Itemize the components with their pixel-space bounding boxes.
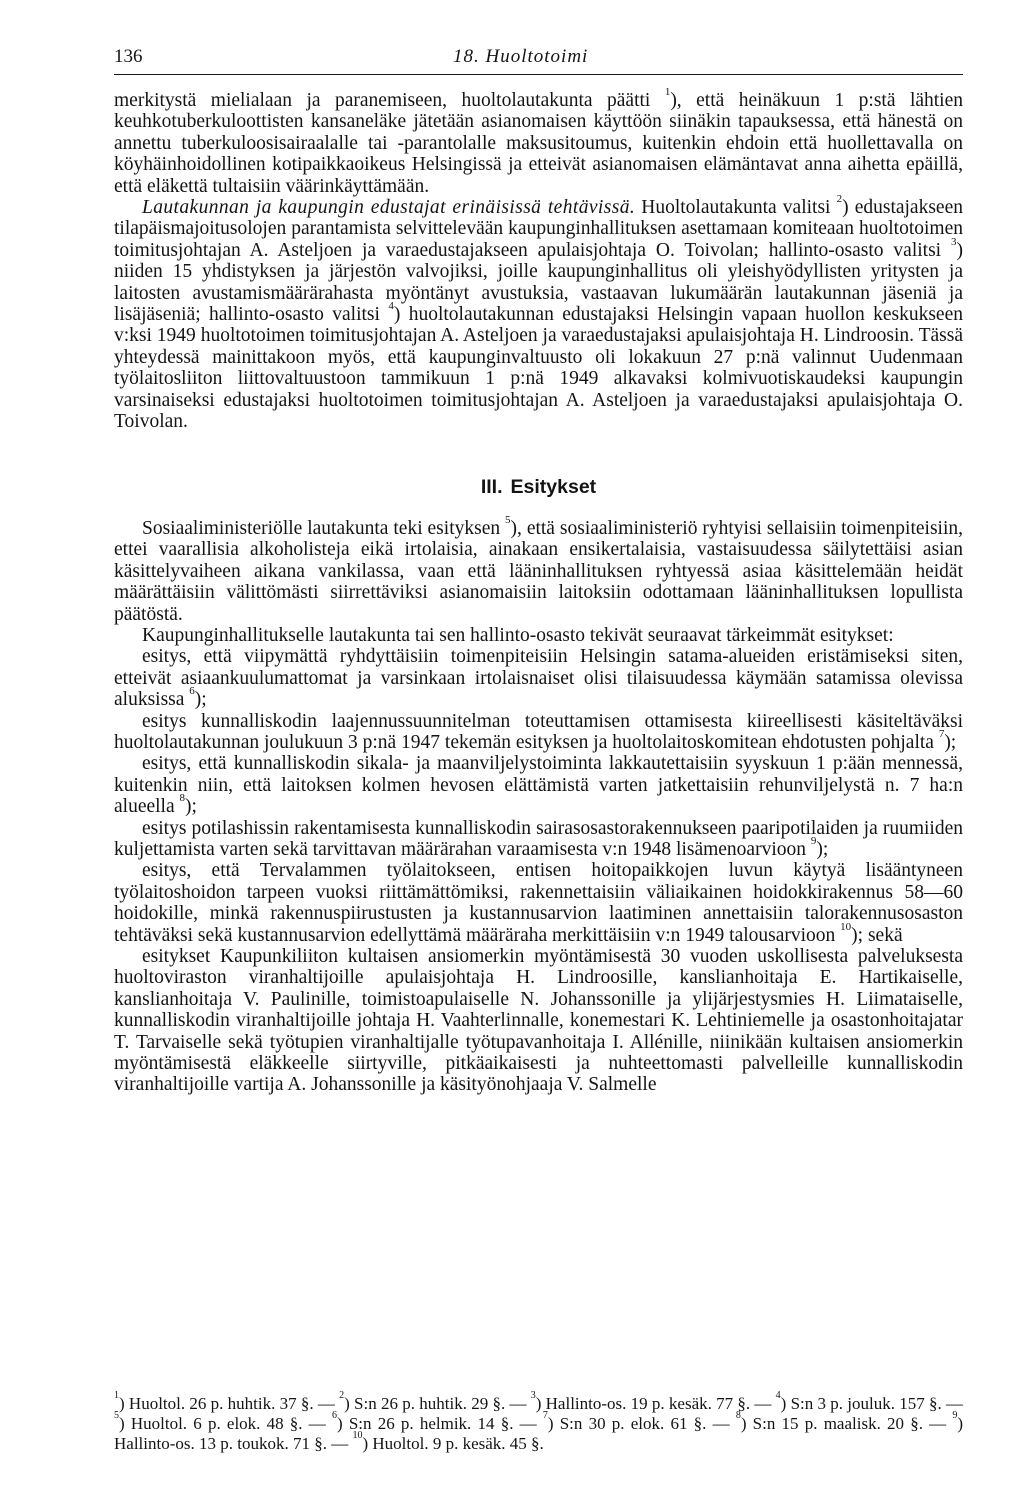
footnote-number: 4 xyxy=(775,1390,781,1401)
text-run: ), että sosiaaliministeriö ryhtyisi sellaisiin toimenpiteisiin, ettei vaarallisia alkoholisteja eikä irtolaisia, ainakaan ensikertalaisia, vastaisuudessa säilytettäisi asian käsittelyvaiheen aikana vankilassa, vaan että lääninhallituksen ryhtyessä asiaa käsittelemään heidät määrättäisiin välittömästi siirrettäviksi asianomaisiin laitoksiin odottamaan lääninhallituksen lopullista päätöstä. xyxy=(114,517,963,625)
footnote-number: 5 xyxy=(114,1410,119,1421)
text-run: ); sekä xyxy=(851,924,903,946)
footnote xyxy=(542,1410,707,1433)
footnote-text: ) Hallinto-os. 13 p. toukok. 71 §. xyxy=(114,1414,964,1453)
footnote-text: ) Huoltol. 9 p. kesäk. 45 §. xyxy=(362,1434,544,1453)
text-run: ) niiden 15 yhdistyksen ja järjestön valvojiksi, joille kaupunginhallitus oli yleishyödyllisten yritysten ja laitosten avustamismäärärahasta myöntänyt avustuksia, vastaavan lukumäärän lautakunnan jäseniä ja lisäjäseniä; hallinto-osasto valitsi xyxy=(114,239,963,326)
footnote xyxy=(735,1410,923,1433)
footnote-separator: — xyxy=(750,1394,776,1413)
footnote xyxy=(530,1390,751,1413)
section-heading xyxy=(114,477,963,498)
text-run: ); xyxy=(194,689,207,711)
list-item xyxy=(114,753,963,817)
text-run: ); xyxy=(816,839,829,860)
list-item xyxy=(114,711,963,754)
footnote-ref: 10 xyxy=(840,920,852,933)
text-run: ) huoltolautakunnan edustajaksi Helsingin vapaan huollon keskukseen v:ksi 1949 huoltotoimen toimitusjohtajan A. Asteljoen ja varaedustajaksi apulaisjohtaja H. Lindroosin. Tässä yhteydessä mainittakoon myös, että kaupunginvaltuusto oli lokakuun 27 p:nä valinnut Uudenmaan työlaitosliiton liittovaltuustoon tammikuun 1 p:nä 1949 alkavaksi kolmivuotiskaudeksi kaupungin varsinaiseksi edustajaksi huoltotoimen toimitusjohtajan A. Asteljoen ja varaedustajaksi apulaisjohtaja O. Toivolan. xyxy=(114,304,963,433)
footnote-separator: — xyxy=(513,1414,543,1433)
page-number: 136 xyxy=(114,46,143,67)
page-header xyxy=(114,46,963,75)
footnote-text: ) S:n 30 p. elok. 61 §. xyxy=(547,1414,707,1433)
footnote-number: 9 xyxy=(952,1410,958,1421)
body-text xyxy=(114,86,964,1096)
footnote-text: ) Huoltol. 6 p. elok. 48 §. xyxy=(119,1414,303,1433)
footnote-separator: — xyxy=(302,1414,332,1433)
paragraph: Kaupunginhallitukselle lautakunta tai sen hallinto-osasto tekivät seuraavat tärkeimmät esitykset: xyxy=(142,624,894,646)
text-run: Huoltolautakunta valitsi xyxy=(635,197,837,219)
footnote-ref: 9 xyxy=(810,835,817,847)
footnote-text: ) S:n 26 p. huhtik. 29 §. xyxy=(344,1394,506,1413)
footnote-text: ) S:n 26 p. helmik. 14 §. xyxy=(336,1414,514,1433)
footnote xyxy=(114,1410,303,1433)
list-item xyxy=(114,860,963,946)
list-item xyxy=(114,646,963,710)
text-run: Sosiaaliministeriölle lautakunta teki esityksen xyxy=(142,517,506,539)
footnote xyxy=(352,1430,544,1453)
footnote-ref: 7 xyxy=(938,727,945,740)
text-run: esitys, että viipymättä ryhdyttäisiin toimenpiteisiin Helsingin satama-alueiden eristämiseksi siten, etteivät asiaankuulumattomat ja varsinkaan irtolaisnaiset olisi tilaisuudessa käymään satamissa olevissa aluksissa xyxy=(114,646,963,711)
footnote-number: 3 xyxy=(530,1390,536,1401)
running-title: 18. Huoltotoimi xyxy=(453,46,589,67)
footnote-separator: — xyxy=(922,1414,953,1433)
section-title: Esitykset xyxy=(510,475,597,498)
footnote-ref: 3 xyxy=(951,235,957,248)
footnote xyxy=(775,1390,942,1413)
footnote-text: ) S:n 15 p. maalisk. 20 §. xyxy=(740,1414,923,1433)
text-run: merkitystä mielialaan ja paranemiseen, huoltolautakunta päätti xyxy=(114,90,651,111)
footnote-number: 8 xyxy=(735,1410,741,1421)
footnote-ref: 2 xyxy=(836,193,843,206)
text-run: ); xyxy=(944,731,957,753)
footnote-separator: — xyxy=(313,1394,340,1413)
footnote-separator: — xyxy=(941,1394,964,1413)
footnote-number: 6 xyxy=(331,1410,337,1421)
paragraph xyxy=(114,86,964,197)
footnote-ref: 8 xyxy=(179,792,185,805)
section-numeral: III. xyxy=(480,475,503,498)
footnote xyxy=(339,1390,506,1413)
footnote-ref: 4 xyxy=(388,300,394,313)
paragraph xyxy=(114,193,963,433)
text-run: esitys, että Tervalammen työlaitokseen, entisen hoitopaikkojen luvun käytyä lisääntyneen työlaitoshoidon tarpeen vuoksi riittämättömiksi, rakennettaisiin väliaikainen hoidokkirakennus 58—60 hoidokille, minkä rakennuspiirustusten ja kustannusarvion laatiminen annettaisiin talorakennusosaston tehtäväksi sekä kustannusarvion edellyttämä määräraha merkittäisiin v:n 1949 talousarvioon xyxy=(114,860,963,946)
footnote-number: 2 xyxy=(339,1390,345,1401)
footnote-separator: — xyxy=(505,1394,531,1413)
run-in-heading: Lautakunnan ja kaupungin edustajat erinäisissä tehtävissä. xyxy=(142,197,636,219)
footnote-separator: — xyxy=(326,1434,353,1453)
text-run: ), että heinäkuun 1 p:stä lähtien keuhkotuberkuloottisten kansaneläke jätetään asianomaisen käyttöön siinäkin tapauksessa, että hänestä on annettu tuberkuloosisairaalalle tai -parantolalle maksusitoumus, kuitenkin ehdoin että huollettavalla on köyhäinhoidollinen kotipaikkaoikeus Helsingissä ja etteivät asianomaisen elämäntavat anna aihetta epäillä, että eläkettä tultaisiin väärinkäyttämään. xyxy=(114,90,964,197)
text-run: esitys, että kunnalliskodin sikala- ja maanviljelystoiminta lakkautettaisiin syyskuun 1 p:ään mennessä, kuitenkin niin, että laitoksen kolmen hevosen elättämistä varten jatkettaisiin rehunviljelystä n. 7 ha:n alueella xyxy=(114,753,963,818)
footnote-ref: 5 xyxy=(505,513,511,526)
footnote xyxy=(114,1390,314,1413)
list-item: esitykset Kaupunkiliiton kultaisen ansiomerkin myöntämisestä 30 vuoden uskollisesta palveluksesta huoltoviraston viranhaltijoille apulaisjohtaja H. Lindroosille, kanslianhoitaja E. Hartikaiselle, kanslianhoitaja V. Paulinille, toimistoapulaiselle N. Johanssonille ja ylijärjestysmies H. Liimataiselle, kunnalliskodin viranhaltijoille johtaja H. Vaahterlinnalle, konemestari K. Lehtiniemelle ja osastonhoitajatar T. Tarvaiselle sekä työtupien viranhaltijalle työtupavanhoitaja I. Allénille, niinikään kultaisen ansiomerkin myöntämisestä eläkkeelle siirtyville, pitkäaikaisesti ja nuhteettomasti palvelleille kunnalliskodin viranhaltijoille vartija A. Johanssonille ja käsityönohjaaja V. Salmelle xyxy=(114,946,963,1096)
footnote-ref: 1 xyxy=(664,86,671,98)
footnote-text: ) S:n 3 p. jouluk. 157 §. xyxy=(780,1394,942,1413)
footnotes xyxy=(114,1390,964,1454)
footnote-number: 1 xyxy=(114,1390,119,1401)
footnote-number: 7 xyxy=(542,1410,548,1421)
footnote-number: 10 xyxy=(352,1430,363,1441)
text-run: esitys kunnalliskodin laajennussuunnitelman toteuttamisen ottamisesta kiireellisesti käsiteltäväksi huoltolautakunnan joulukuun 3 p:nä 1947 tekemän esityksen ja huoltolaitoskomitean ehdotusten pohjalta xyxy=(114,710,963,753)
text-run: ) edustajakseen tilapäismajoitusolojen parantamista selvittelevään kaupunginhallituksen asettamaan komiteaan huoltotoimen toimitusjohtajan A. Asteljoen ja varaedustajakseen apulaisjohtaja O. Toivolan; hallinto-osasto valitsi xyxy=(114,197,963,261)
list-item xyxy=(114,818,963,861)
footnote-ref: 6 xyxy=(189,685,195,698)
footnote-separator: — xyxy=(706,1414,736,1433)
text-run: esitys potilashissin rakentamisesta kunnalliskodin sairasosastorakennukseen paaripotilaiden ja ruumiiden kuljettamista varten sekä tarvittavan määrärahan varaamisesta v:n 1948 lisämenoarvioon xyxy=(114,817,963,860)
footnote-text: ) Hallinto-os. 19 p. kesäk. 77 §. xyxy=(535,1394,751,1413)
footnote-text: ) Huoltol. 26 p. huhtik. 37 §. xyxy=(119,1394,314,1413)
paragraph xyxy=(114,513,963,625)
text-run: ); xyxy=(185,796,197,818)
